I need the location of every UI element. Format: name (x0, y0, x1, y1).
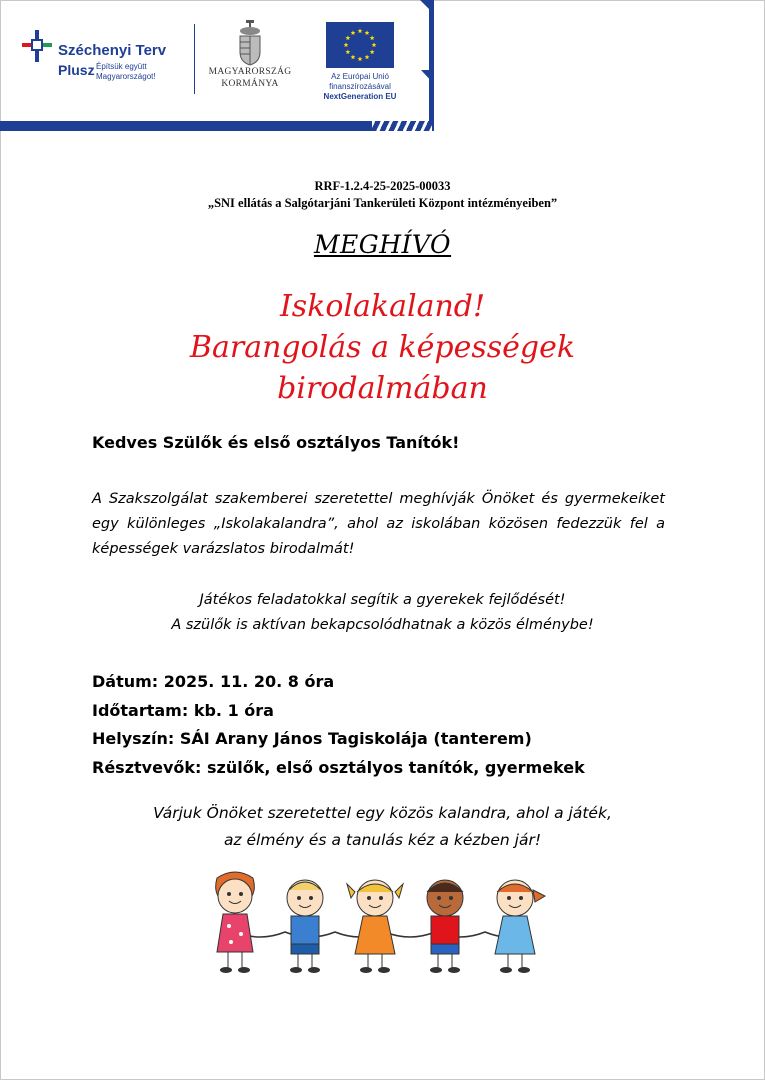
detail-date-value: 2025. 11. 20. 8 óra (163, 672, 335, 691)
funding-header (0, 0, 435, 132)
header-stripes (372, 121, 432, 131)
project-title: „SNI ellátás a Salgótarjáni Tankerületi Központ intézményeiben” (207, 196, 558, 210)
intro-paragraph: A Szakszolgálat szakemberei szeretettel meghívják Önöket és gyermekeiket egy különleges „Iskolakalandra”, ahol az iskolában közösen fedezzük fel a képességek varázslatos birodalmát! (92, 491, 665, 557)
szechenyi-logo (22, 30, 192, 90)
detail-participants-value: szülők, első osztályos tanítók, gyermekek (206, 757, 585, 777)
eu-flag-icon (326, 22, 394, 68)
detail-location (92, 725, 585, 754)
detail-duration-value: kb. 1 óra (193, 700, 274, 720)
detail-duration (92, 697, 585, 726)
event-details (92, 668, 585, 782)
invitation-heading: MEGHÍVÓ (313, 230, 452, 259)
child-2-icon (287, 880, 323, 973)
closing-line1: Várjuk Önöket szeretettel egy közös kalandra, ahol a játék, (153, 804, 612, 822)
eu-line1: Az Európai Unió (331, 72, 389, 81)
eu-logo (318, 22, 402, 112)
closing-paragraph (0, 800, 765, 854)
eu-line2: finanszírozásával (329, 82, 391, 91)
child-4-icon (427, 880, 463, 973)
detail-participants (92, 754, 585, 783)
children-holding-hands-illustration (205, 870, 550, 980)
government-text (205, 66, 295, 90)
middle-line2: A szülők is aktívan bekapcsolódhatnak a közös élménybe! (171, 617, 594, 633)
greeting: Kedves Szülők és első osztályos Tanítók! (92, 433, 460, 452)
closing-line2: az élmény és a tanulás kéz a kézben jár! (223, 831, 542, 849)
middle-line1: Játékos feladatokkal segítik a gyerekek fejlődését! (199, 592, 566, 608)
child-3-icon (347, 880, 403, 973)
detail-location-value: SÁI Arany János Tagiskolája (tanterem) (179, 729, 532, 748)
header-bottom-bar (0, 121, 434, 131)
government-line1: MAGYARORSZÁG (208, 67, 292, 77)
szechenyi-slogan-line1: Építsük együtt (96, 62, 147, 71)
detail-date-label: Dátum: (92, 672, 159, 691)
eu-line3: NextGeneration EU (323, 92, 397, 101)
szechenyi-slogan (96, 62, 186, 82)
project-code: RRF-1.2.4-25-2025-00033 (314, 179, 451, 193)
szechenyi-plusz: Plusz (58, 62, 95, 78)
logo-divider (194, 24, 195, 94)
szechenyi-slogan-line2: Magyarországot! (96, 72, 156, 81)
middle-paragraph (0, 588, 765, 638)
event-title-line2: Barangolás a képességek (189, 330, 576, 365)
detail-duration-label: Időtartam: (92, 700, 189, 720)
government-logo (205, 20, 295, 100)
child-1-icon (216, 872, 255, 973)
header-frame-right (429, 0, 434, 131)
child-5-icon (495, 880, 545, 973)
szechenyi-cross-icon (22, 30, 54, 66)
event-title-line1: Iskolakaland! (279, 289, 486, 324)
event-title-line3: birodalmában (277, 371, 488, 406)
event-title (0, 286, 765, 409)
coat-of-arms-icon (237, 20, 263, 66)
detail-location-label: Helyszín: (92, 729, 175, 748)
detail-participants-label: Résztvevők: (92, 757, 202, 777)
government-line2: KORMÁNYA (221, 79, 279, 89)
detail-date (92, 668, 585, 697)
szechenyi-title: Széchenyi Terv (58, 42, 167, 59)
